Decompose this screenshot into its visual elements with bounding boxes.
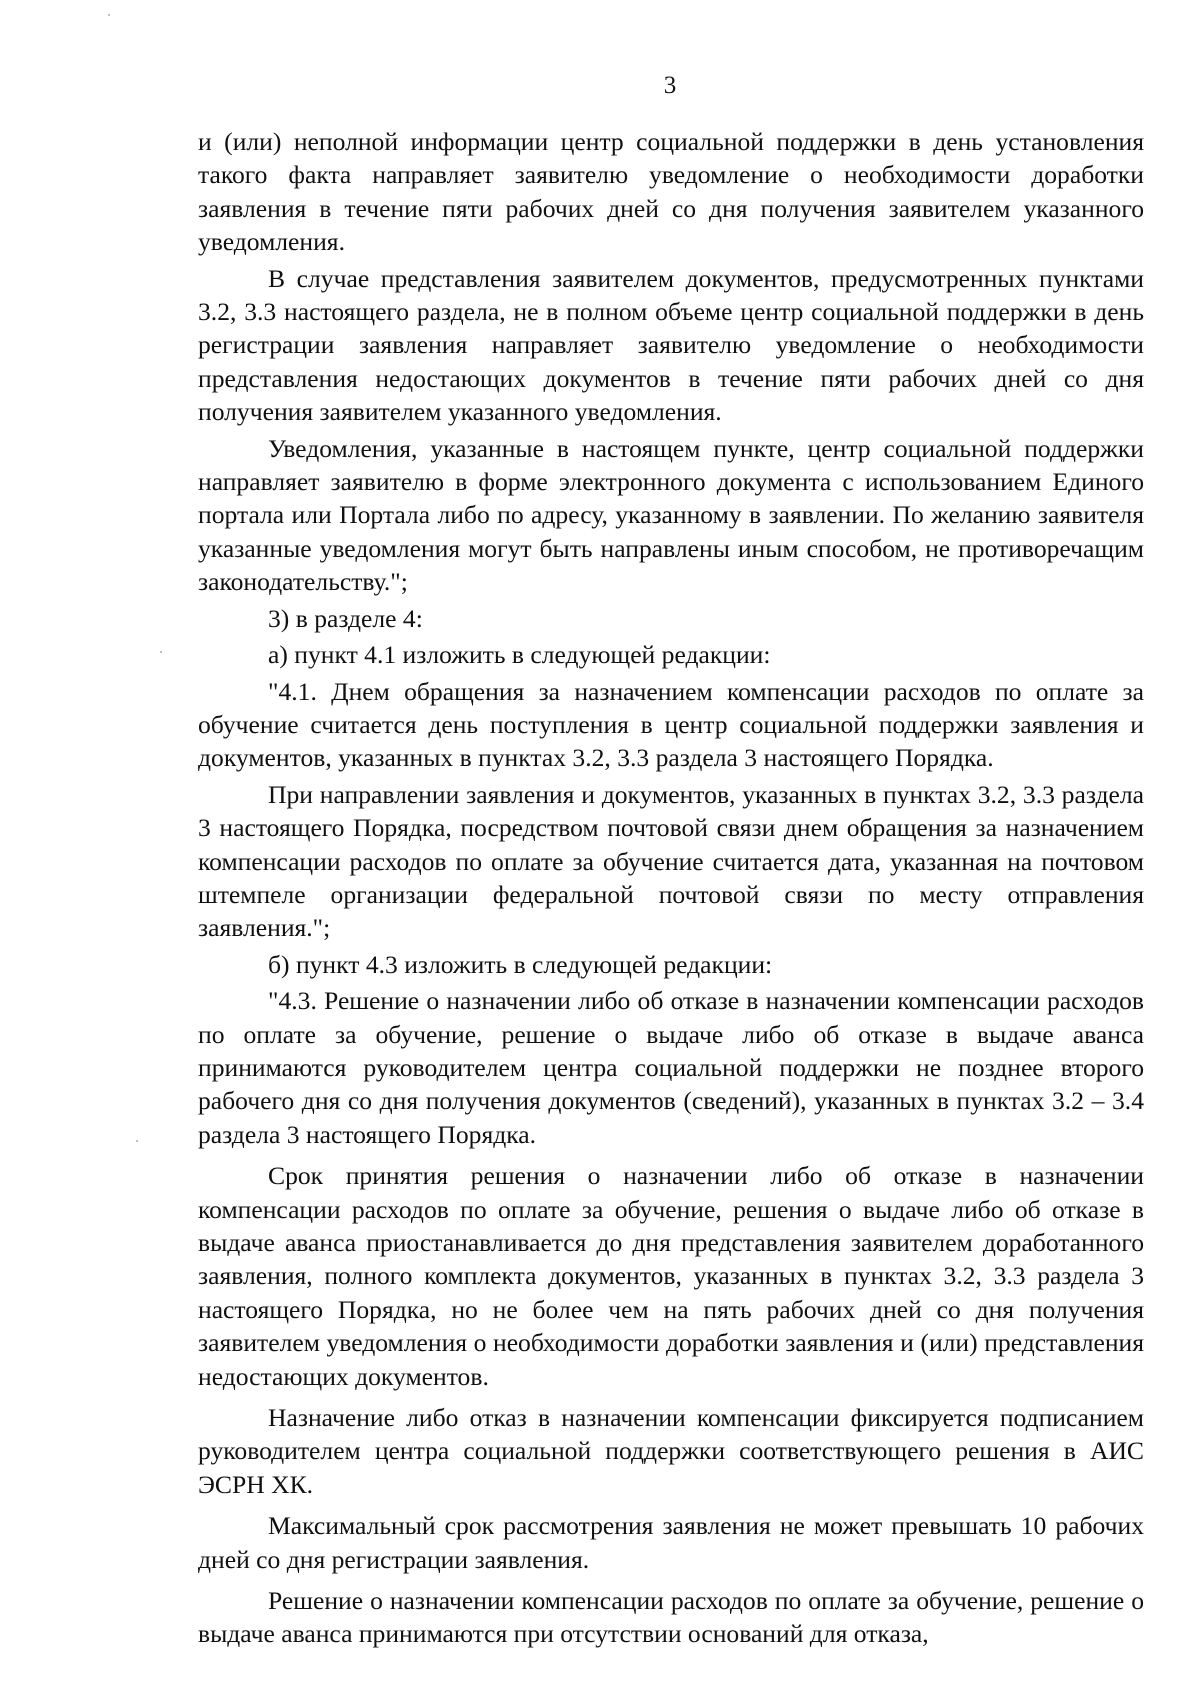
paragraph: Решение о назначении компенсации расходов по оплате за обучение, решение о выдаче аванса принимаются при отсутствии оснований для отказа,	[198, 1586, 1144, 1649]
paragraph: Уведомления, указанные в настоящем пункте, центр социальной поддержки направляет заявителю в форме электронного документа с использованием Единого портала или Портала либо по адресу, указанному в заявлении. По желанию заявителя указанные уведомления могут быть направлены иным способом, не противоречащим законодательству.";	[198, 433, 1144, 597]
scan-artifact-left-1	[160, 651, 162, 653]
paragraph: В случае представления заявителем документов, предусмотренных пунктами 3.2, 3.3 настоящего раздела, не в полном объеме центр социальной поддержки в день регистрации заявления направляет заявителю уведомление о необходимости представления недостающих документов в течение пяти рабочих дней со дня получения заявителем указанного уведомления.	[198, 263, 1144, 427]
paragraph-continuation: и (или) неполной информации центр социальной поддержки в день установления такого факта направляет заявителю уведомление о необходимости доработки заявления в течение пяти рабочих дней со дня получения заявителем указанного уведомления.	[198, 127, 1144, 257]
subsection-item: а) пункт 4.1 изложить в следующей редакции:	[268, 640, 771, 670]
paragraph: Назначение либо отказ в назначении компенсации фиксируется подписанием руководителем центра социальной поддержки соответствующего решения в АИС ЭСРН ХК.	[198, 1403, 1144, 1499]
quoted-clause: "4.1. Днем обращения за назначением компенсации расходов по оплате за обучение считается день поступления в центр социальной поддержки заявления и документов, указанных в пунктах 3.2, 3.3 раздела 3 настоящего Порядка.	[198, 676, 1144, 773]
quoted-clause: "4.3. Решение о назначении либо об отказе в назначении компенсации расходов по оплате за обучение, решение о выдаче либо об отказе в выдаче аванса принимаются руководителем центра социальной поддержки не позднее второго рабочего дня со дня получения документов (сведений), указанных в пунктах 3.2 – 3.4 раздела 3 настоящего Порядка.	[198, 986, 1144, 1149]
paragraph: Срок принятия решения о назначении либо об отказе в назначении компенсации расходов по оплате за обучение, решения о выдаче либо об отказе в выдаче аванса приостанавливается до дня представления заявителем доработанного заявления, полного комплекта документов, указанных в пунктах 3.2, 3.3 раздела 3 настоящего Порядка, но не более чем на пять рабочих дней со дня получения заявителем уведомления о необходимости доработки заявления и (или) представления недостающих документов.	[198, 1161, 1144, 1391]
paragraph: При направлении заявления и документов, указанных в пунктах 3.2, 3.3 раздела 3 настоящего Порядка, посредством почтовой связи днем обращения за назначением компенсации расходов по оплате за обучение считается дата, указанная на почтовом штемпеле организации федеральной почтовой связи по месту отправления заявления.";	[198, 779, 1144, 943]
subsection-item: б) пункт 4.3 изложить в следующей редакции:	[268, 949, 773, 979]
scan-artifact-left-2	[136, 1140, 138, 1142]
paragraph: Максимальный срок рассмотрения заявления не может превышать 10 рабочих дней со дня регистрации заявления.	[198, 1511, 1144, 1574]
document-body	[198, 125, 1144, 1651]
page-number: 3	[663, 72, 677, 99]
section-item: 3) в разделе 4:	[268, 603, 423, 633]
scan-artifact-top	[108, 14, 110, 16]
